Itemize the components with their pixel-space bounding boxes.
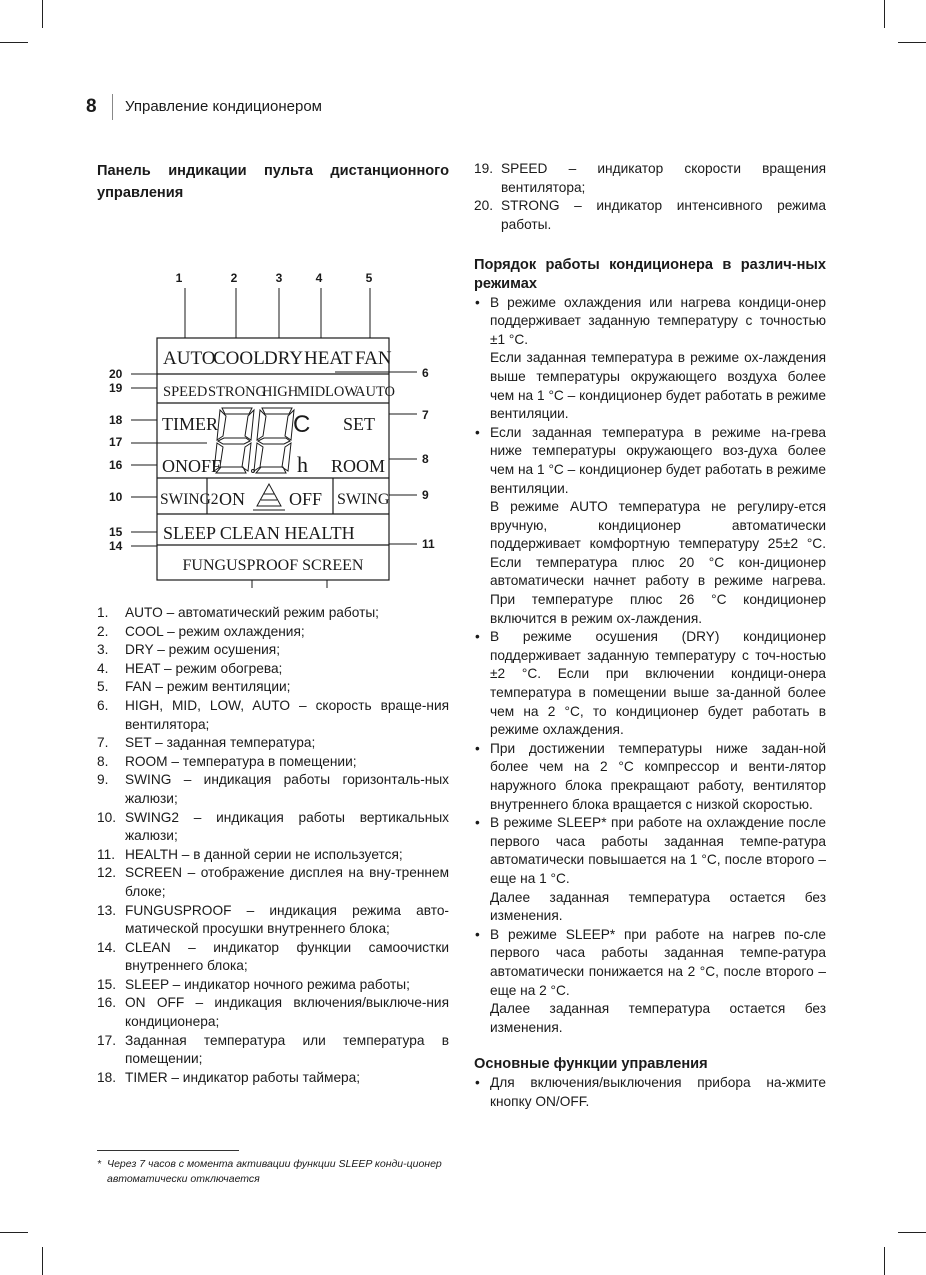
mid-label: MID bbox=[297, 384, 326, 400]
callout-11: 11 bbox=[422, 537, 435, 551]
remote-display-svg bbox=[97, 208, 449, 588]
callout-15: 15 bbox=[109, 525, 123, 539]
footnote: * Через 7 часов с момента активации функции SLEEP конди-ционер автоматически отключается bbox=[97, 1158, 442, 1185]
list-item: 9. SWING – индикация работы горизонталь-ных жалюзи; bbox=[97, 772, 449, 806]
callout-8: 8 bbox=[422, 452, 429, 466]
list-item: • В режиме SLEEP* при работе на нагрев по-сле первого часа работы заданная темпе-ратура автоматически понижается на 2 °С, после второго – еще на 2 °С. Далее заданная температура остается без изменения. bbox=[475, 926, 826, 1035]
list-item: 12. SCREEN – отображение дисплея на вну-треннем блоке; bbox=[97, 865, 449, 899]
callout-9: 9 bbox=[422, 488, 429, 502]
list-item: 11. HEALTH – в данной серии не используется; bbox=[97, 846, 403, 862]
callout-20: 20 bbox=[109, 367, 123, 381]
footnote-divider bbox=[97, 1150, 239, 1151]
low-label: LOW bbox=[325, 384, 359, 400]
list-item: 3. DRY – режим осушения; bbox=[97, 642, 281, 658]
set-label: SET bbox=[343, 414, 376, 434]
room-label: ROOM bbox=[331, 456, 386, 476]
swing-flap-icon bbox=[253, 484, 285, 510]
right-column bbox=[474, 160, 826, 1111]
remote-display-diagram bbox=[97, 208, 449, 588]
list-item: 19. SPEED – индикатор скорости вращения вентилятора; bbox=[474, 161, 826, 195]
callout-16: 16 bbox=[109, 458, 123, 472]
crop-mark bbox=[898, 1232, 926, 1233]
callout-5: 5 bbox=[365, 271, 373, 285]
list-item: 13. FUNGUSPROOF – индикация режима авто-матической просушки внутреннего блока; bbox=[97, 902, 449, 937]
crop-mark bbox=[898, 42, 926, 43]
mode-fan: FAN bbox=[355, 348, 392, 369]
list-item: 18. TIMER – индикатор работы таймера; bbox=[97, 1069, 361, 1085]
list-item: • В режиме охлаждения или нагрева кондици-онер поддерживает заданную температуру с точностью ±1 °С. Если заданная температура в режиме ох-лаждения выше температуры окружающего воздуха более чем на 1 °С – кондиционер будет работать в режиме вентиляции. bbox=[475, 294, 826, 422]
speed-auto-label: AUTO bbox=[355, 384, 396, 400]
list-item: • В режиме SLEEP* при работе на охлаждение после первого часа работы заданная темпе-ратура автоматически повышается на 1 °С, после второго – еще на 1 °С. Далее заданная температура остается без изменения. bbox=[475, 815, 826, 924]
list-item: 1. AUTO – автоматический режим работы; bbox=[97, 605, 379, 620]
high-label: HIGH bbox=[262, 384, 299, 400]
basic-heading: Основные функции управления bbox=[474, 1056, 708, 1073]
modes-heading: Порядок работы кондиционера в различ-ных режимах bbox=[474, 257, 826, 292]
off-label: OFF bbox=[289, 489, 323, 509]
left-column bbox=[97, 160, 449, 1087]
speed-label: SPEED bbox=[163, 384, 208, 400]
callout-2: 2 bbox=[230, 271, 238, 285]
list-item: 6. HIGH, MID, LOW, AUTO – скорость враще-ния вентилятора; bbox=[97, 697, 449, 732]
basic-bullets bbox=[474, 1074, 826, 1111]
timer-label: TIMER bbox=[162, 414, 218, 434]
crop-mark bbox=[884, 0, 885, 28]
page-number: 8 bbox=[86, 96, 97, 117]
swing-label: SWING bbox=[337, 491, 390, 508]
list-item: 7. SET – заданная температура; bbox=[97, 735, 316, 751]
modes-bullets bbox=[474, 294, 826, 1038]
sleep-clean-health-row: SLEEP CLEAN HEALTH bbox=[163, 523, 355, 543]
list-item: 14. CLEAN – индикатор функции самоочистки внутреннего блока; bbox=[97, 939, 449, 974]
unit-c: C bbox=[293, 411, 311, 438]
list-item: 15. SLEEP – индикатор ночного режима работы; bbox=[97, 976, 410, 992]
list-item: • При достижении температуры ниже задан-ной более чем на 2 °С компрессор и венти-лятор наружного блока прекращают работу, вентилятор внутреннего блока вращается с низкой скоростью. bbox=[475, 740, 826, 812]
fungusproof-screen-row: FUNGUSPROOF SCREEN bbox=[182, 557, 364, 574]
indicator-list-continued bbox=[474, 160, 826, 234]
basic-section bbox=[474, 1055, 826, 1111]
mode-auto: AUTO bbox=[163, 348, 216, 369]
header-divider bbox=[112, 94, 113, 120]
crop-mark bbox=[0, 1232, 28, 1233]
callout-1: 1 bbox=[175, 271, 183, 285]
crop-mark bbox=[42, 0, 43, 28]
page-header-title: Управление кондиционером bbox=[125, 98, 322, 115]
callout-14: 14 bbox=[109, 539, 123, 553]
list-item: • Для включения/выключения прибора на-жмите кнопку ON/OFF. bbox=[475, 1074, 826, 1109]
seven-segment-digits bbox=[214, 408, 294, 473]
panel-heading: Панель индикации пульта дистанционного управления bbox=[97, 163, 449, 201]
list-item: 17. Заданная температура или температура в помещении; bbox=[97, 1032, 449, 1067]
onoff-label: ONOFF bbox=[162, 456, 222, 476]
list-item: 16. ON OFF – индикация включения/выключе-ния кондиционера; bbox=[97, 995, 449, 1030]
callout-4: 4 bbox=[315, 271, 323, 285]
list-item: 8. ROOM – температура в помещении; bbox=[97, 753, 357, 769]
crop-mark bbox=[0, 42, 28, 43]
list-item: 10. SWING2 – индикация работы вертикальных жалюзи; bbox=[97, 809, 449, 844]
crop-mark bbox=[884, 1247, 885, 1275]
callout-17: 17 bbox=[109, 435, 123, 449]
unit-h: h bbox=[297, 452, 308, 477]
callout-3: 3 bbox=[275, 271, 283, 285]
list-item: • В режиме осушения (DRY) кондиционер поддерживает заданную температуру с точ-ностью ±2 °С. Если при включении кондици-онера температура в помещении выше за-данной более чем на 2 °С, то кондиционер будет работать в режиме охлаждения. bbox=[475, 629, 826, 738]
callout-7: 7 bbox=[422, 408, 429, 422]
mode-cool: COOL bbox=[213, 348, 265, 369]
list-item: 5. FAN – режим вентиляции; bbox=[97, 679, 291, 695]
list-item: 20. STRONG – индикатор интенсивного режима работы. bbox=[474, 198, 826, 232]
swing2-label: SWING2 bbox=[160, 491, 219, 508]
indicator-list bbox=[97, 604, 449, 1087]
on-label: ON bbox=[219, 489, 245, 509]
callout-10: 10 bbox=[109, 490, 123, 504]
list-item: • Если заданная температура в режиме на-грева ниже температуры окружающего воз-духа более чем на 1 °С – кондиционер будет работать в режиме вентиляции. В режиме AUTO температура не регулиру-ется вручную, кондиционер автоматически поддерживает комфортную температуру 25±2 °С. Если температура плюс 20 °С кон-диционер автоматически начнет работу в режиме нагрева. При температуре плюс 26 °С кондиционер включится в режим ох-лаждения. bbox=[475, 424, 826, 626]
crop-mark bbox=[42, 1247, 43, 1275]
callout-18: 18 bbox=[109, 413, 123, 427]
list-item: 2. COOL – режим охлаждения; bbox=[97, 623, 305, 639]
mode-heat: HEAT bbox=[304, 348, 353, 369]
mode-dry: DRY bbox=[264, 348, 304, 369]
callout-19: 19 bbox=[109, 381, 123, 395]
list-item: 4. HEAT – режим обогрева; bbox=[97, 660, 283, 676]
strong-label: STRONG bbox=[208, 384, 267, 400]
modes-section bbox=[474, 256, 826, 1037]
callout-6: 6 bbox=[422, 366, 429, 380]
